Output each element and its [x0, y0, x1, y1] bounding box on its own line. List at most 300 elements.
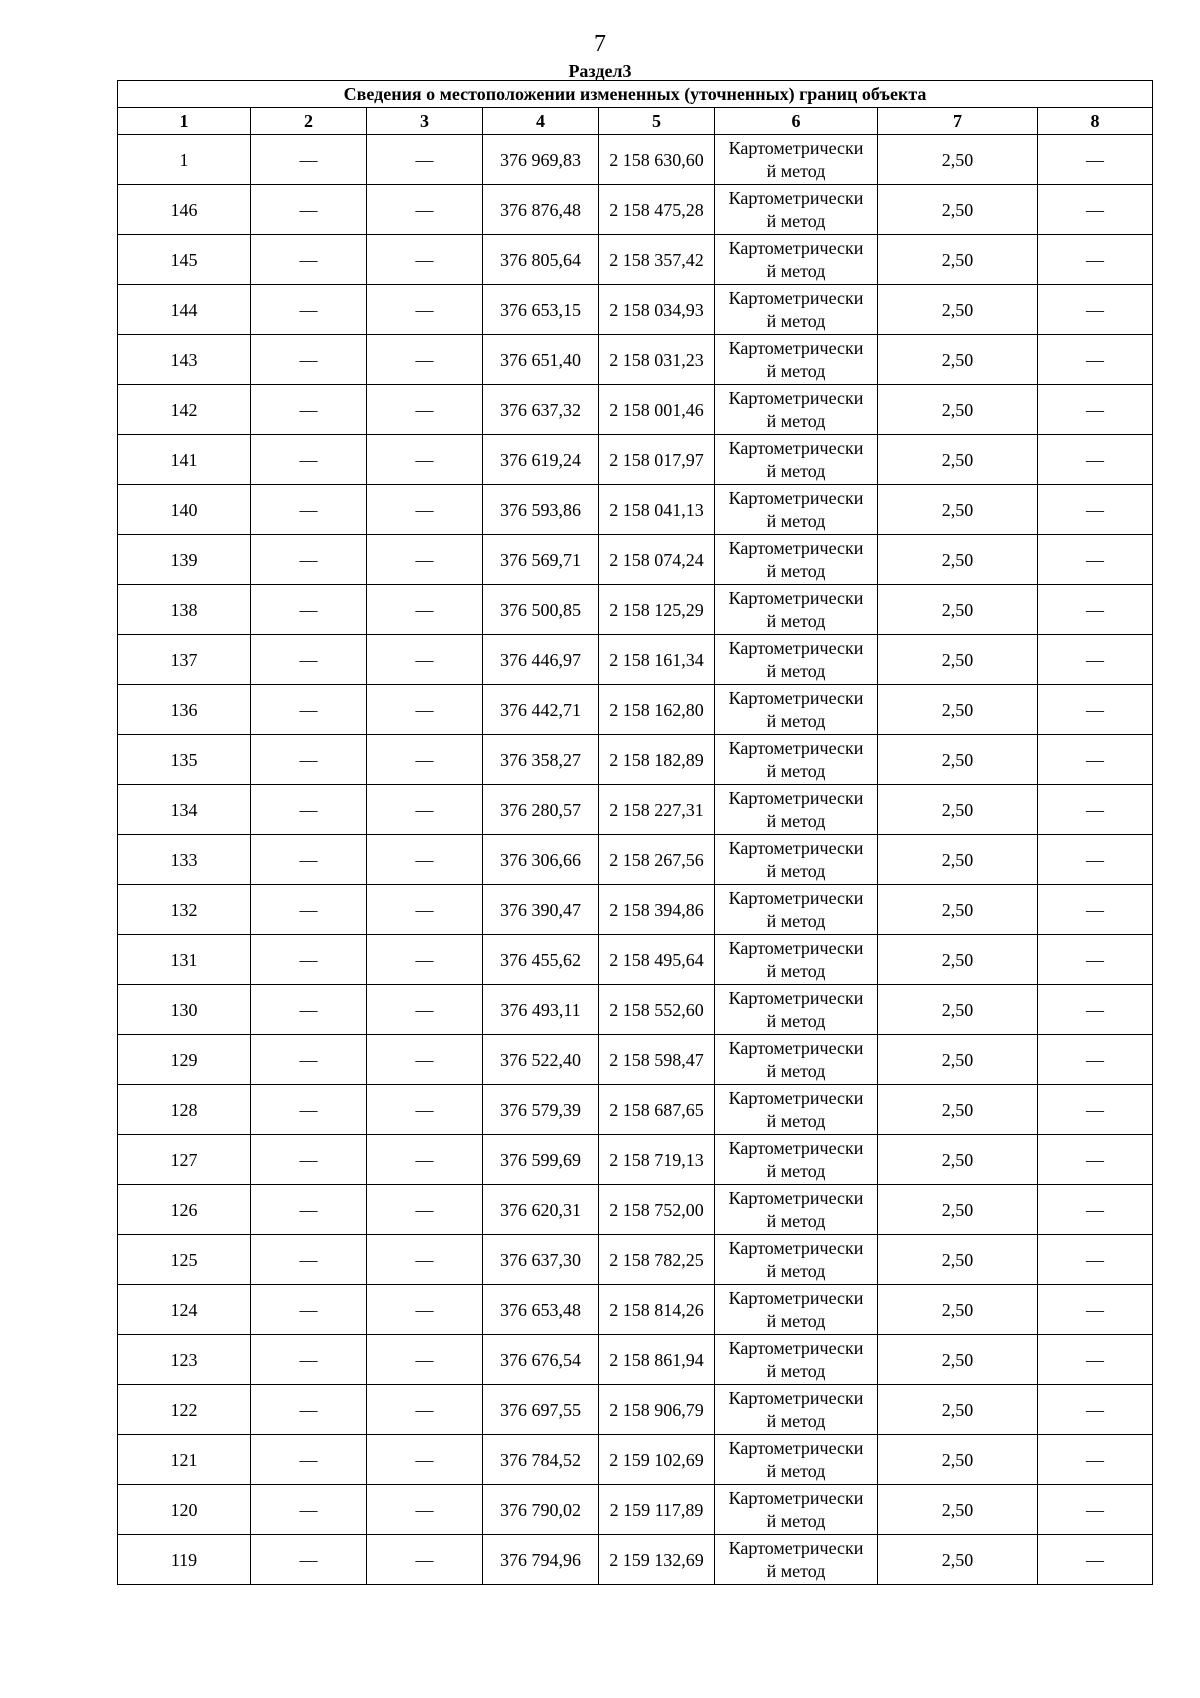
- method-text-line-1: Картометрически: [728, 237, 864, 258]
- y-coordinate-cell: 2 158 552,60: [599, 985, 715, 1035]
- point-number-cell: 129: [118, 1035, 251, 1085]
- method-text-line-2: й метод: [766, 510, 826, 531]
- table-row: [118, 885, 1153, 935]
- method-text-line-1: Картометрически: [728, 287, 864, 308]
- point-number-cell: 138: [118, 585, 251, 635]
- accuracy-cell: 2,50: [878, 685, 1038, 735]
- column-3-cell: —: [367, 335, 483, 385]
- method-text-line-1: Картометрически: [728, 1137, 864, 1158]
- column-8-cell: —: [1038, 285, 1153, 335]
- column-8-cell: —: [1038, 1285, 1153, 1335]
- method-text-line-1: Картометрически: [728, 487, 864, 508]
- method-text-line-2: й метод: [766, 760, 826, 781]
- y-coordinate-cell: 2 158 125,29: [599, 585, 715, 635]
- accuracy-cell: 2,50: [878, 1385, 1038, 1435]
- table-row: [118, 335, 1153, 385]
- method-cell: [715, 685, 878, 735]
- point-number-cell: 121: [118, 1435, 251, 1485]
- method-cell: [715, 1485, 878, 1535]
- accuracy-cell: 2,50: [878, 735, 1038, 785]
- point-number-cell: 132: [118, 885, 251, 935]
- method-cell: [715, 385, 878, 435]
- method-text-line-1: Картометрически: [728, 437, 864, 458]
- column-8-cell: —: [1038, 885, 1153, 935]
- point-number-cell: 139: [118, 535, 251, 585]
- x-coordinate-cell: 376 522,40: [483, 1035, 599, 1085]
- table-row: [118, 635, 1153, 685]
- method-text-line-2: й метод: [766, 710, 826, 731]
- column-8-cell: —: [1038, 335, 1153, 385]
- y-coordinate-cell: 2 158 861,94: [599, 1335, 715, 1385]
- column-3-cell: —: [367, 1035, 483, 1085]
- method-cell: [715, 785, 878, 835]
- method-cell: [715, 885, 878, 935]
- method-text-line-2: й метод: [766, 1410, 826, 1431]
- method-cell: [715, 635, 878, 685]
- y-coordinate-cell: 2 158 475,28: [599, 185, 715, 235]
- table-row: [118, 1385, 1153, 1435]
- method-cell: [715, 1035, 878, 1085]
- table-row: [118, 535, 1153, 585]
- point-number-cell: 143: [118, 335, 251, 385]
- column-2-cell: —: [251, 1035, 367, 1085]
- method-text-line-2: й метод: [766, 410, 826, 431]
- column-2-cell: —: [251, 735, 367, 785]
- column-2-cell: —: [251, 985, 367, 1035]
- y-coordinate-cell: 2 158 227,31: [599, 785, 715, 835]
- table-row: [118, 785, 1153, 835]
- method-text-line-1: Картометрически: [728, 887, 864, 908]
- method-text-line-1: Картометрически: [728, 987, 864, 1008]
- x-coordinate-cell: 376 637,30: [483, 1235, 599, 1285]
- column-8-cell: —: [1038, 185, 1153, 235]
- table-row: [118, 685, 1153, 735]
- y-coordinate-cell: 2 158 034,93: [599, 285, 715, 335]
- column-3-cell: —: [367, 735, 483, 785]
- column-8-cell: —: [1038, 585, 1153, 635]
- accuracy-cell: 2,50: [878, 135, 1038, 185]
- table-row: [118, 1435, 1153, 1485]
- point-number-cell: 134: [118, 785, 251, 835]
- table-row: [118, 1135, 1153, 1185]
- table-body: [118, 135, 1153, 1585]
- x-coordinate-cell: 376 579,39: [483, 1085, 599, 1135]
- point-number-cell: 142: [118, 385, 251, 435]
- x-coordinate-cell: 376 969,83: [483, 135, 599, 185]
- method-cell: [715, 735, 878, 785]
- column-8-cell: —: [1038, 1485, 1153, 1535]
- column-2-cell: —: [251, 1435, 367, 1485]
- column-8-cell: —: [1038, 535, 1153, 585]
- method-text-line-1: Картометрически: [728, 537, 864, 558]
- column-2-cell: —: [251, 1335, 367, 1385]
- method-text-line-2: й метод: [766, 1060, 826, 1081]
- column-2-cell: —: [251, 635, 367, 685]
- table-row: [118, 1185, 1153, 1235]
- accuracy-cell: 2,50: [878, 485, 1038, 535]
- y-coordinate-cell: 2 158 357,42: [599, 235, 715, 285]
- y-coordinate-cell: 2 159 102,69: [599, 1435, 715, 1485]
- y-coordinate-cell: 2 158 267,56: [599, 835, 715, 885]
- column-3-cell: —: [367, 985, 483, 1035]
- table-row: [118, 1085, 1153, 1135]
- column-3-cell: —: [367, 935, 483, 985]
- table-row: [118, 985, 1153, 1035]
- x-coordinate-cell: 376 390,47: [483, 885, 599, 935]
- y-coordinate-cell: 2 158 598,47: [599, 1035, 715, 1085]
- page-number: 7: [594, 31, 606, 57]
- y-coordinate-cell: 2 158 719,13: [599, 1135, 715, 1185]
- column-2-cell: —: [251, 885, 367, 935]
- method-cell: [715, 1535, 878, 1585]
- column-number: 5: [599, 108, 715, 135]
- column-8-cell: —: [1038, 1435, 1153, 1485]
- column-3-cell: —: [367, 435, 483, 485]
- x-coordinate-cell: 376 280,57: [483, 785, 599, 835]
- column-2-cell: —: [251, 1485, 367, 1535]
- accuracy-cell: 2,50: [878, 1135, 1038, 1185]
- table-row: [118, 1485, 1153, 1535]
- column-8-cell: —: [1038, 635, 1153, 685]
- method-cell: [715, 435, 878, 485]
- point-number-cell: 128: [118, 1085, 251, 1135]
- point-number-cell: 127: [118, 1135, 251, 1185]
- point-number-cell: 133: [118, 835, 251, 885]
- column-number: 8: [1038, 108, 1153, 135]
- y-coordinate-cell: 2 158 906,79: [599, 1385, 715, 1435]
- column-number-row: [118, 108, 1153, 135]
- accuracy-cell: 2,50: [878, 835, 1038, 885]
- x-coordinate-cell: 376 442,71: [483, 685, 599, 735]
- method-text-line-2: й метод: [766, 210, 826, 231]
- point-number-cell: 124: [118, 1285, 251, 1335]
- y-coordinate-cell: 2 158 001,46: [599, 385, 715, 435]
- x-coordinate-cell: 376 593,86: [483, 485, 599, 535]
- section-title: Раздел3: [568, 61, 632, 81]
- table-row: [118, 285, 1153, 335]
- table-row: [118, 135, 1153, 185]
- method-cell: [715, 835, 878, 885]
- column-8-cell: —: [1038, 1235, 1153, 1285]
- method-cell: [715, 135, 878, 185]
- method-text-line-2: й метод: [766, 1010, 826, 1031]
- accuracy-cell: 2,50: [878, 1485, 1038, 1535]
- table-caption: Сведения о местоположении измененных (уточненных) границ объекта: [118, 81, 1153, 108]
- column-8-cell: —: [1038, 435, 1153, 485]
- column-2-cell: —: [251, 385, 367, 435]
- column-3-cell: —: [367, 635, 483, 685]
- column-8-cell: —: [1038, 835, 1153, 885]
- method-text-line-1: Картометрически: [728, 1487, 864, 1508]
- column-3-cell: —: [367, 485, 483, 535]
- x-coordinate-cell: 376 697,55: [483, 1385, 599, 1435]
- method-text-line-2: й метод: [766, 960, 826, 981]
- table-row: [118, 1535, 1153, 1585]
- method-text-line-2: й метод: [766, 1210, 826, 1231]
- column-8-cell: —: [1038, 985, 1153, 1035]
- method-text-line-1: Картометрически: [728, 637, 864, 658]
- point-number-cell: 140: [118, 485, 251, 535]
- method-text-line-1: Картометрически: [728, 1537, 864, 1558]
- point-number-cell: 119: [118, 1535, 251, 1585]
- column-3-cell: —: [367, 1385, 483, 1435]
- point-number-cell: 146: [118, 185, 251, 235]
- table-row: [118, 185, 1153, 235]
- method-text-line-2: й метод: [766, 160, 826, 181]
- method-text-line-1: Картометрически: [728, 387, 864, 408]
- method-cell: [715, 585, 878, 635]
- point-number-cell: 137: [118, 635, 251, 685]
- column-3-cell: —: [367, 285, 483, 335]
- table-row: [118, 735, 1153, 785]
- x-coordinate-cell: 376 805,64: [483, 235, 599, 285]
- method-text-line-2: й метод: [766, 1260, 826, 1281]
- accuracy-cell: 2,50: [878, 1285, 1038, 1335]
- y-coordinate-cell: 2 158 161,34: [599, 635, 715, 685]
- y-coordinate-cell: 2 158 041,13: [599, 485, 715, 535]
- method-cell: [715, 985, 878, 1035]
- point-number-cell: 126: [118, 1185, 251, 1235]
- accuracy-cell: 2,50: [878, 935, 1038, 985]
- method-cell: [715, 1235, 878, 1285]
- column-3-cell: —: [367, 685, 483, 735]
- point-number-cell: 130: [118, 985, 251, 1035]
- method-text-line-1: Картометрически: [728, 937, 864, 958]
- x-coordinate-cell: 376 619,24: [483, 435, 599, 485]
- method-text-line-1: Картометрически: [728, 687, 864, 708]
- column-8-cell: —: [1038, 1035, 1153, 1085]
- method-text-line-1: Картометрически: [728, 1087, 864, 1108]
- column-8-cell: —: [1038, 385, 1153, 435]
- x-coordinate-cell: 376 569,71: [483, 535, 599, 585]
- accuracy-cell: 2,50: [878, 1535, 1038, 1585]
- column-3-cell: —: [367, 185, 483, 235]
- point-number-cell: 120: [118, 1485, 251, 1535]
- method-text-line-1: Картометрически: [728, 787, 864, 808]
- method-cell: [715, 235, 878, 285]
- point-number-cell: 1: [118, 135, 251, 185]
- column-2-cell: —: [251, 1135, 367, 1185]
- method-text-line-2: й метод: [766, 1110, 826, 1131]
- point-number-cell: 141: [118, 435, 251, 485]
- column-2-cell: —: [251, 535, 367, 585]
- x-coordinate-cell: 376 794,96: [483, 1535, 599, 1585]
- y-coordinate-cell: 2 158 687,65: [599, 1085, 715, 1135]
- y-coordinate-cell: 2 159 132,69: [599, 1535, 715, 1585]
- column-8-cell: —: [1038, 935, 1153, 985]
- column-3-cell: —: [367, 835, 483, 885]
- column-3-cell: —: [367, 235, 483, 285]
- method-text-line-1: Картометрически: [728, 1437, 864, 1458]
- table-row: [118, 935, 1153, 985]
- column-3-cell: —: [367, 885, 483, 935]
- y-coordinate-cell: 2 158 074,24: [599, 535, 715, 585]
- column-3-cell: —: [367, 1235, 483, 1285]
- column-number: 4: [483, 108, 599, 135]
- x-coordinate-cell: 376 790,02: [483, 1485, 599, 1535]
- accuracy-cell: 2,50: [878, 185, 1038, 235]
- method-text-line-2: й метод: [766, 1310, 826, 1331]
- point-number-cell: 145: [118, 235, 251, 285]
- point-number-cell: 136: [118, 685, 251, 735]
- point-number-cell: 135: [118, 735, 251, 785]
- x-coordinate-cell: 376 637,32: [483, 385, 599, 435]
- column-2-cell: —: [251, 435, 367, 485]
- y-coordinate-cell: 2 158 814,26: [599, 1285, 715, 1335]
- accuracy-cell: 2,50: [878, 635, 1038, 685]
- method-cell: [715, 935, 878, 985]
- column-8-cell: —: [1038, 735, 1153, 785]
- y-coordinate-cell: 2 159 117,89: [599, 1485, 715, 1535]
- accuracy-cell: 2,50: [878, 1335, 1038, 1385]
- point-number-cell: 125: [118, 1235, 251, 1285]
- method-cell: [715, 185, 878, 235]
- accuracy-cell: 2,50: [878, 785, 1038, 835]
- table-row: [118, 585, 1153, 635]
- table-row: [118, 485, 1153, 535]
- y-coordinate-cell: 2 158 752,00: [599, 1185, 715, 1235]
- column-8-cell: —: [1038, 785, 1153, 835]
- column-8-cell: —: [1038, 685, 1153, 735]
- method-text-line-2: й метод: [766, 610, 826, 631]
- x-coordinate-cell: 376 599,69: [483, 1135, 599, 1185]
- column-2-cell: —: [251, 235, 367, 285]
- method-cell: [715, 535, 878, 585]
- column-2-cell: —: [251, 935, 367, 985]
- y-coordinate-cell: 2 158 182,89: [599, 735, 715, 785]
- y-coordinate-cell: 2 158 630,60: [599, 135, 715, 185]
- point-number-cell: 131: [118, 935, 251, 985]
- x-coordinate-cell: 376 493,11: [483, 985, 599, 1035]
- x-coordinate-cell: 376 620,31: [483, 1185, 599, 1235]
- table-row: [118, 435, 1153, 485]
- column-8-cell: —: [1038, 1135, 1153, 1185]
- y-coordinate-cell: 2 158 017,97: [599, 435, 715, 485]
- y-coordinate-cell: 2 158 031,23: [599, 335, 715, 385]
- accuracy-cell: 2,50: [878, 1085, 1038, 1135]
- accuracy-cell: 2,50: [878, 1185, 1038, 1235]
- method-cell: [715, 1285, 878, 1335]
- column-8-cell: —: [1038, 135, 1153, 185]
- column-number: 3: [367, 108, 483, 135]
- x-coordinate-cell: 376 784,52: [483, 1435, 599, 1485]
- column-3-cell: —: [367, 1185, 483, 1235]
- column-3-cell: —: [367, 1485, 483, 1535]
- accuracy-cell: 2,50: [878, 435, 1038, 485]
- column-3-cell: —: [367, 1535, 483, 1585]
- accuracy-cell: 2,50: [878, 285, 1038, 335]
- column-2-cell: —: [251, 1385, 367, 1435]
- column-2-cell: —: [251, 135, 367, 185]
- method-text-line-2: й метод: [766, 1360, 826, 1381]
- x-coordinate-cell: 376 446,97: [483, 635, 599, 685]
- method-text-line-2: й метод: [766, 660, 826, 681]
- accuracy-cell: 2,50: [878, 585, 1038, 635]
- method-cell: [715, 1385, 878, 1435]
- method-cell: [715, 1435, 878, 1485]
- column-2-cell: —: [251, 785, 367, 835]
- table-row: [118, 1035, 1153, 1085]
- column-2-cell: —: [251, 835, 367, 885]
- column-3-cell: —: [367, 1285, 483, 1335]
- x-coordinate-cell: 376 500,85: [483, 585, 599, 635]
- column-number: 6: [715, 108, 878, 135]
- column-number: 7: [878, 108, 1038, 135]
- column-3-cell: —: [367, 1335, 483, 1385]
- method-text-line-1: Картометрически: [728, 737, 864, 758]
- column-3-cell: —: [367, 1135, 483, 1185]
- table-row: [118, 1335, 1153, 1385]
- x-coordinate-cell: 376 653,15: [483, 285, 599, 335]
- method-cell: [715, 1085, 878, 1135]
- method-text-line-1: Картометрически: [728, 1237, 864, 1258]
- method-cell: [715, 335, 878, 385]
- column-3-cell: —: [367, 1435, 483, 1485]
- column-2-cell: —: [251, 1085, 367, 1135]
- y-coordinate-cell: 2 158 162,80: [599, 685, 715, 735]
- method-cell: [715, 1335, 878, 1385]
- method-cell: [715, 485, 878, 535]
- column-2-cell: —: [251, 585, 367, 635]
- column-3-cell: —: [367, 785, 483, 835]
- column-2-cell: —: [251, 1535, 367, 1585]
- point-number-cell: 144: [118, 285, 251, 335]
- column-number: 1: [118, 108, 251, 135]
- x-coordinate-cell: 376 306,66: [483, 835, 599, 885]
- method-text-line-1: Картометрически: [728, 187, 864, 208]
- point-number-cell: 122: [118, 1385, 251, 1435]
- method-text-line-2: й метод: [766, 460, 826, 481]
- method-text-line-1: Картометрически: [728, 1037, 864, 1058]
- accuracy-cell: 2,50: [878, 535, 1038, 585]
- column-8-cell: —: [1038, 1335, 1153, 1385]
- column-8-cell: —: [1038, 1085, 1153, 1135]
- column-3-cell: —: [367, 385, 483, 435]
- method-cell: [715, 1135, 878, 1185]
- accuracy-cell: 2,50: [878, 985, 1038, 1035]
- method-text-line-2: й метод: [766, 1160, 826, 1181]
- column-8-cell: —: [1038, 1535, 1153, 1585]
- column-3-cell: —: [367, 135, 483, 185]
- method-cell: [715, 285, 878, 335]
- y-coordinate-cell: 2 158 782,25: [599, 1235, 715, 1285]
- table-row: [118, 1235, 1153, 1285]
- method-text-line-1: Картометрически: [728, 587, 864, 608]
- column-8-cell: —: [1038, 1385, 1153, 1435]
- method-cell: [715, 1185, 878, 1235]
- y-coordinate-cell: 2 158 495,64: [599, 935, 715, 985]
- method-text-line-2: й метод: [766, 910, 826, 931]
- column-3-cell: —: [367, 1085, 483, 1135]
- x-coordinate-cell: 376 358,27: [483, 735, 599, 785]
- column-3-cell: —: [367, 535, 483, 585]
- method-text-line-2: й метод: [766, 810, 826, 831]
- x-coordinate-cell: 376 455,62: [483, 935, 599, 985]
- method-text-line-2: й метод: [766, 1560, 826, 1581]
- accuracy-cell: 2,50: [878, 1235, 1038, 1285]
- column-8-cell: —: [1038, 485, 1153, 535]
- column-8-cell: —: [1038, 1185, 1153, 1235]
- x-coordinate-cell: 376 876,48: [483, 185, 599, 235]
- point-number-cell: 123: [118, 1335, 251, 1385]
- column-2-cell: —: [251, 1185, 367, 1235]
- column-number: 2: [251, 108, 367, 135]
- accuracy-cell: 2,50: [878, 385, 1038, 435]
- accuracy-cell: 2,50: [878, 1435, 1038, 1485]
- x-coordinate-cell: 376 676,54: [483, 1335, 599, 1385]
- accuracy-cell: 2,50: [878, 235, 1038, 285]
- table-row: [118, 1285, 1153, 1335]
